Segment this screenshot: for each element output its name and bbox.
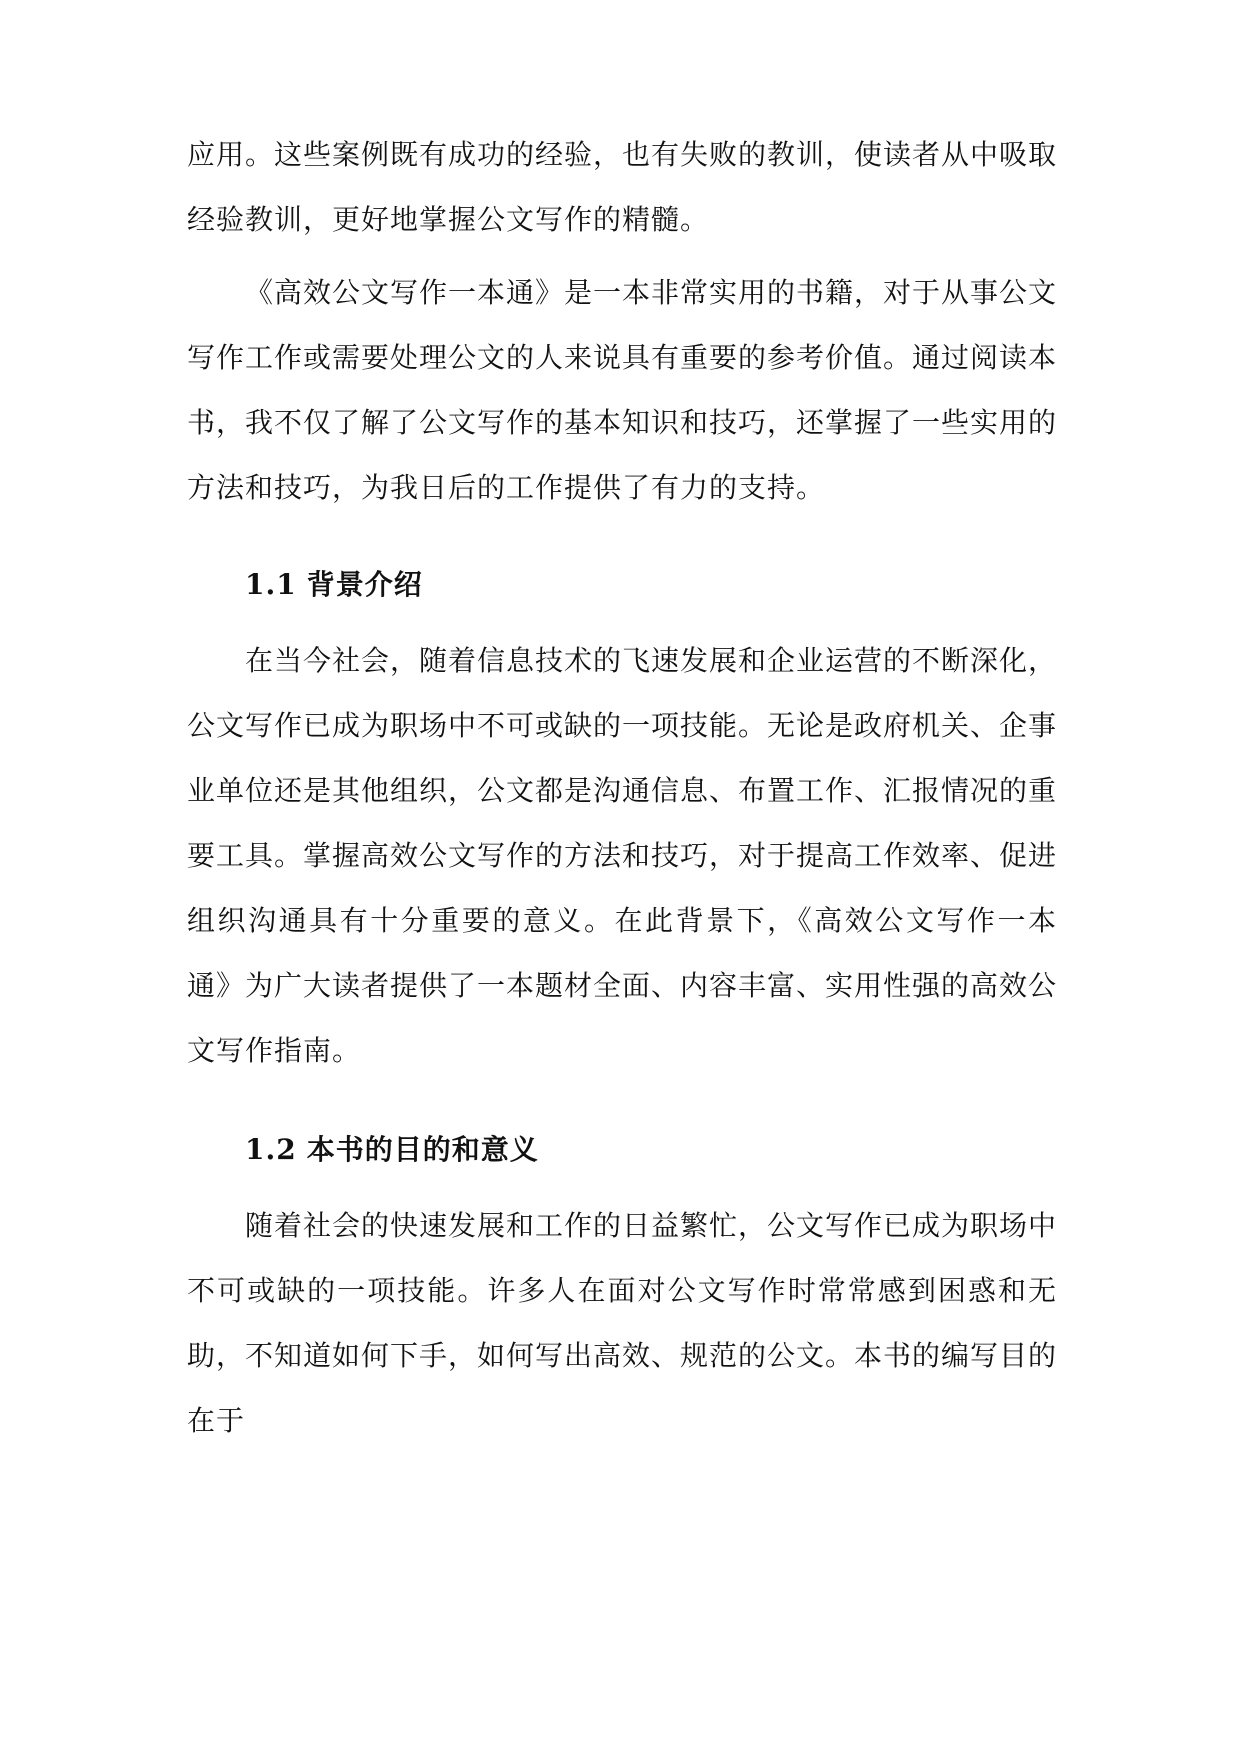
paragraph-purpose: 随着社会的快速发展和工作的日益繁忙，公文写作已成为职场中不可或缺的一项技能。许多人在面对公文写作时常常感到困惑和无助，不知道如何下手，如何写出高效、规范的公文。本书的编写目的在于 <box>187 1209 1058 1437</box>
section-heading-1-2 <box>245 1130 539 1170</box>
paragraph-continuation: 应用。这些案例既有成功的经验，也有失败的教训，使读者从中吸取经验教训，更好地掌握公文写作的精髓。 <box>187 138 1058 236</box>
paragraph-background: 在当今社会，随着信息技术的飞速发展和企业运营的不断深化，公文写作已成为职场中不可或缺的一项技能。无论是政府机关、企事业单位还是其他组织，公文都是沟通信息、布置工作、汇报情况的重要工具。掌握高效公文写作的方法和技巧，对于提高工作效率、促进组织沟通具有十分重要的意义。在此背景下，《高效公文写作一本通》为广大读者提供了一本题材全面、内容丰富、实用性强的高效公文写作指南。 <box>187 644 1058 1067</box>
section-title: 本书的目的和意义 <box>306 1133 539 1166</box>
section-number: 1.1 <box>245 568 297 601</box>
paragraph-book-summary: 《高效公文写作一本通》是一本非常实用的书籍，对于从事公文写作工作或需要处理公文的人来说具有重要的参考价值。通过阅读本书，我不仅了解了公文写作的基本知识和技巧，还掌握了一些实用的方法和技巧，为我日后的工作提供了有力的支持。 <box>187 276 1058 504</box>
section-number: 1.2 <box>245 1133 297 1166</box>
section-heading-1-1 <box>245 565 423 605</box>
section-title: 背景介绍 <box>306 568 423 601</box>
